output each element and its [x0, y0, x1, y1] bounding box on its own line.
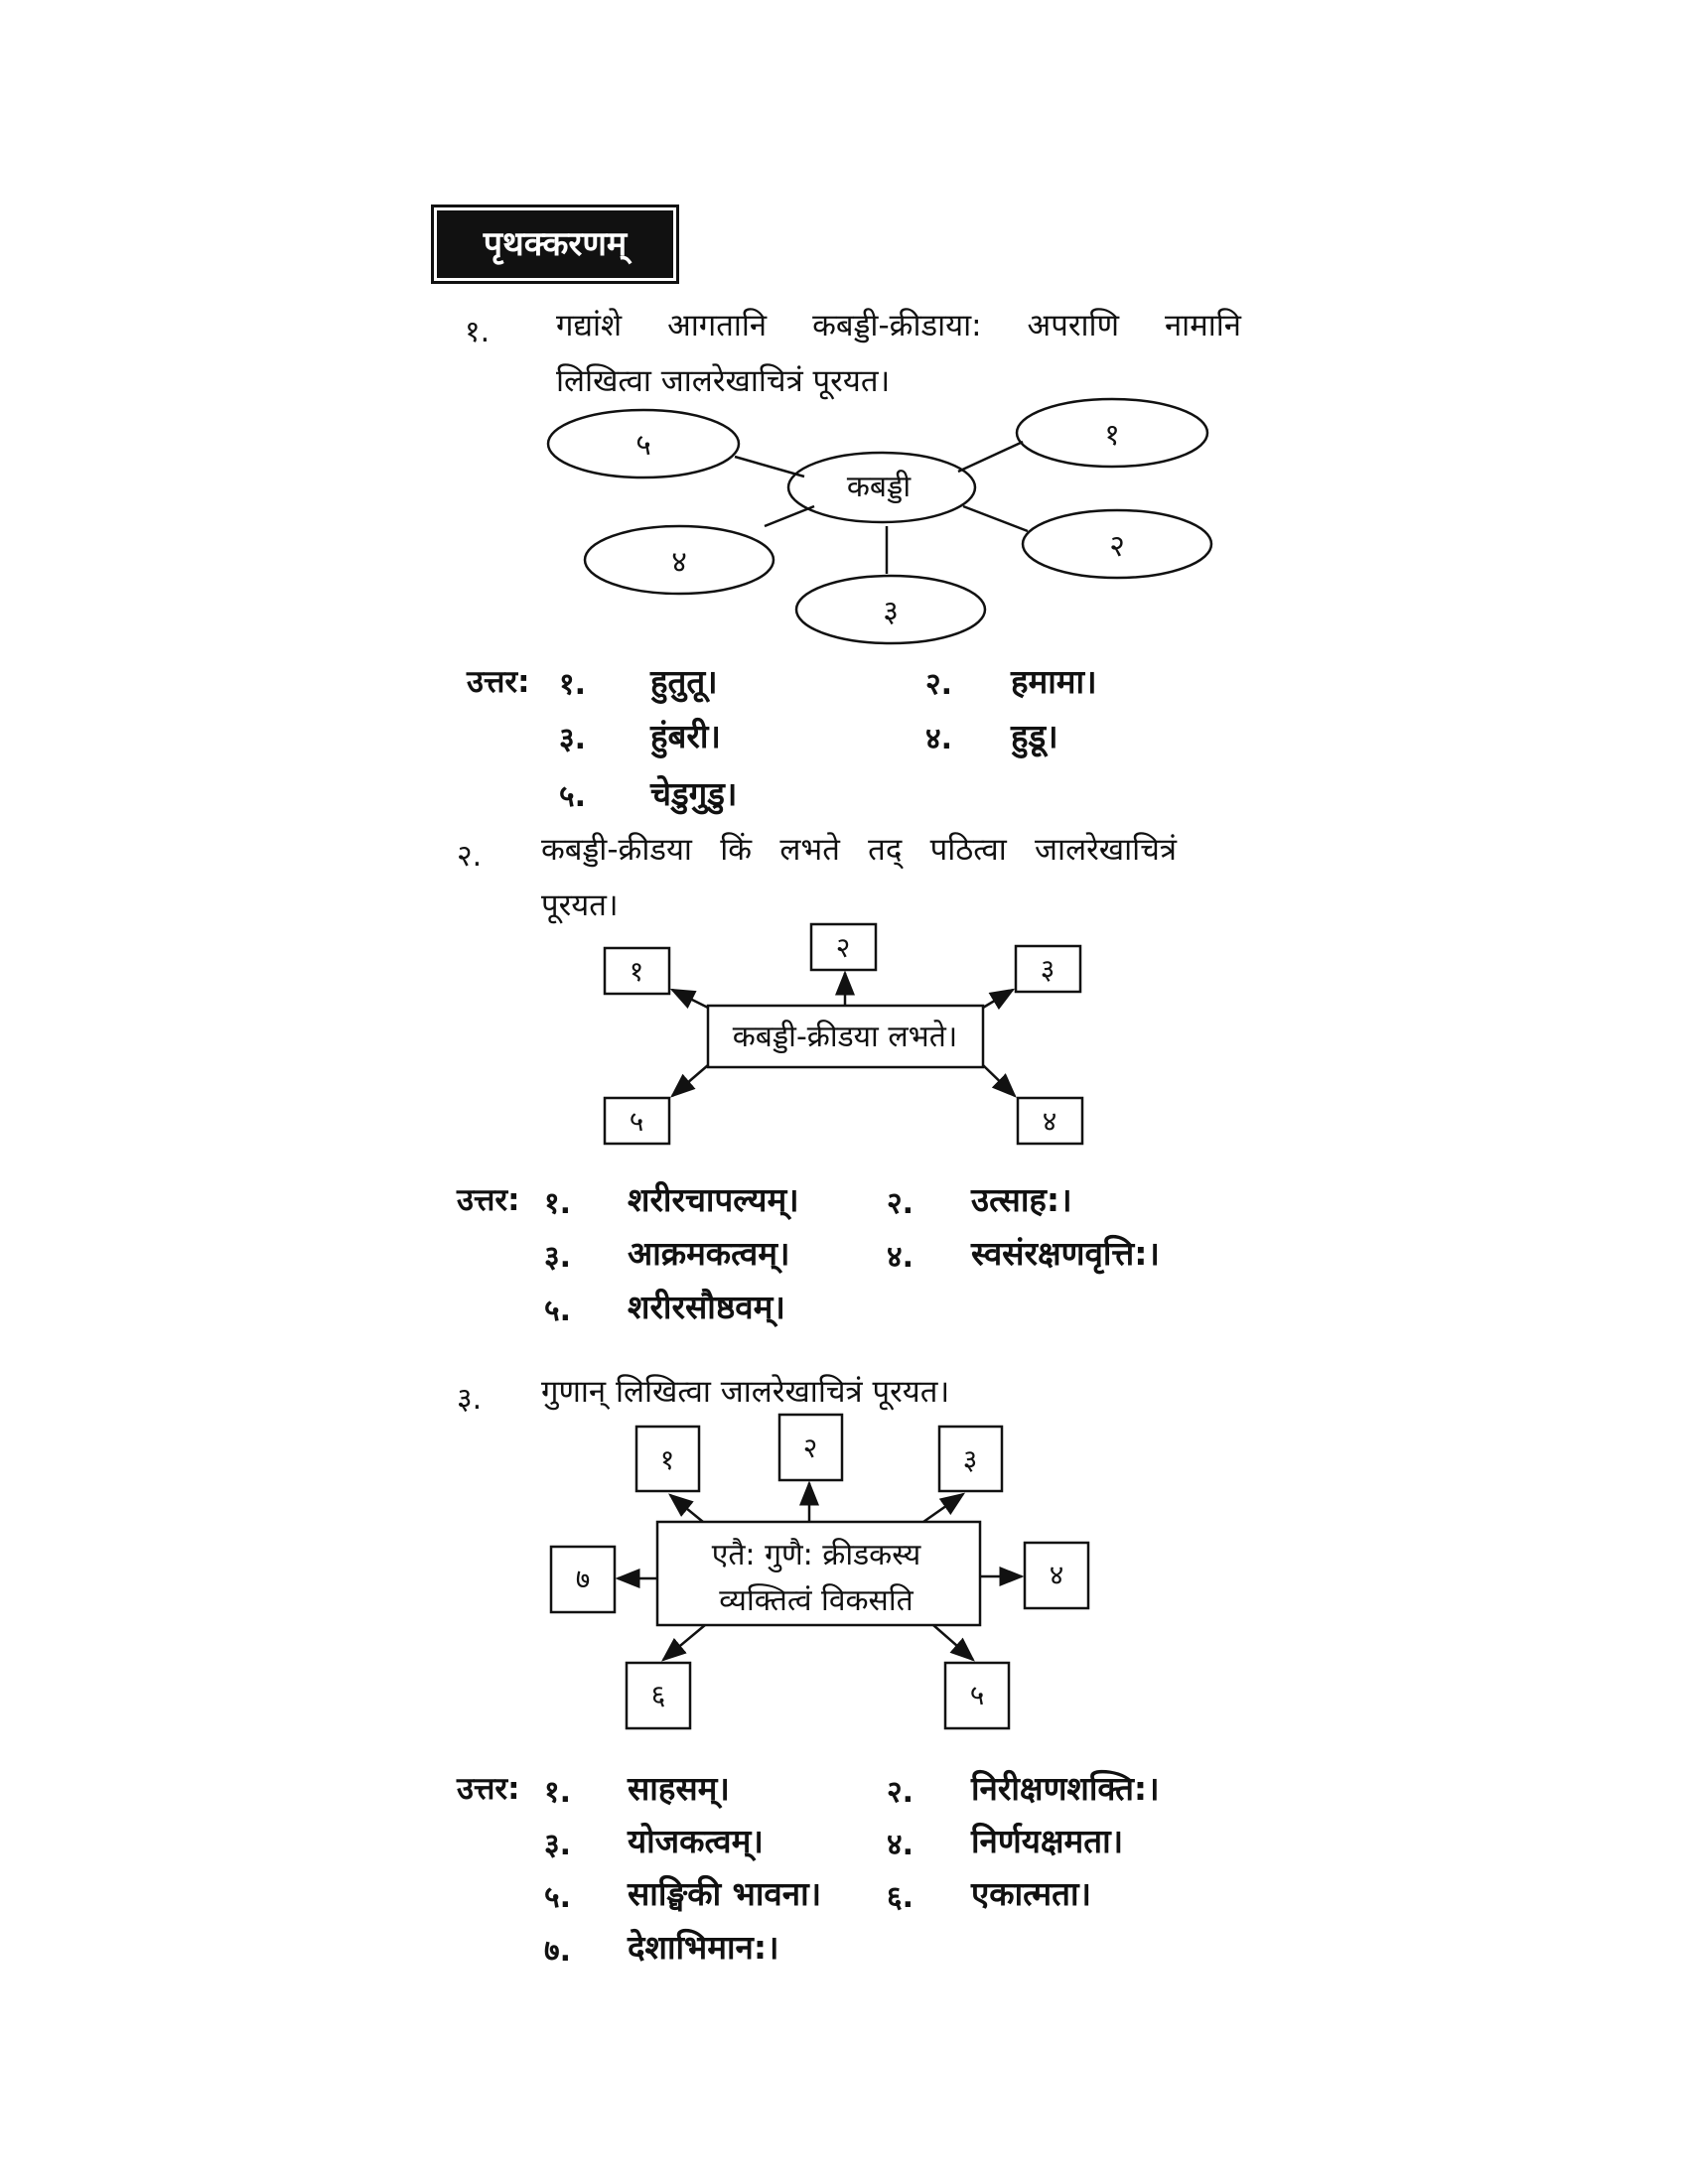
q3-answer-text: योजकत्वम्।: [628, 1822, 764, 1860]
q2-answer-num: २.: [887, 1186, 914, 1221]
q3-answer-num: ७.: [544, 1934, 571, 1969]
q2-node-5: ५: [629, 1105, 644, 1138]
q2-node-3: ३: [1040, 953, 1055, 986]
section-title: पृथक्करणम्: [437, 210, 673, 278]
q3-arrow: [933, 1625, 973, 1660]
q1-text-line1: गद्यांशे आगतानि कबड्डी-क्रीडाया: अपराणि नामानि: [556, 308, 1241, 343]
q3-center-line1: एतै: गुणै: क्रीडकस्य: [711, 1538, 921, 1572]
q2-answer-num: ४.: [887, 1240, 914, 1275]
q3-node-1: १: [659, 1443, 675, 1476]
q3-node-7: ७: [575, 1563, 591, 1595]
q3-answer-num: ३.: [544, 1828, 571, 1862]
q3-node-6: ६: [650, 1679, 666, 1711]
q2-answer-text: स्वसंरक्षणवृत्ति:।: [971, 1234, 1160, 1273]
q2-answer-text: शरीरचापल्यम्।: [628, 1180, 799, 1219]
q1-answer-text: हुतुतू।: [650, 662, 718, 701]
q3-answer-label: उत्तर:: [457, 1771, 520, 1807]
q2-answer-num: ३.: [544, 1240, 571, 1275]
q3-number: ३.: [457, 1382, 483, 1417]
q1-answer-text: चेडुगुडु।: [650, 774, 738, 813]
q2-answer-num: १.: [544, 1186, 571, 1221]
q2-answer-text: उत्साह:।: [971, 1180, 1072, 1219]
q3-answer-num: ४.: [887, 1828, 914, 1862]
q2-node-4: ४: [1042, 1105, 1057, 1138]
q1-answer-num: १.: [559, 667, 586, 702]
q3-answer-text: साङ्घिकी भावना।: [628, 1874, 822, 1913]
q1-answer-num: ४.: [925, 722, 952, 756]
q2-answer-label: उत्तर:: [457, 1182, 520, 1218]
q3-answer-text: निरीक्षणशक्ति:।: [971, 1769, 1160, 1808]
q2-answer-text: शरीरसौष्ठवम्।: [628, 1288, 785, 1326]
q3-node-4: ४: [1049, 1559, 1064, 1591]
q2-node-1: १: [629, 955, 644, 988]
q2-answer-num: ५.: [544, 1294, 571, 1328]
q3-center-line2: व्यक्तित्वं विकसति: [719, 1583, 914, 1618]
q3-arrow: [923, 1494, 963, 1522]
q3-answer-text: देशाभिमान:।: [628, 1928, 779, 1967]
q3-text-line1: गुणान् लिखित्वा जालरेखाचित्रं पूरयत।: [541, 1374, 950, 1410]
q1-center-label: कबड्डी: [846, 470, 912, 504]
q3-node-5: ५: [969, 1679, 985, 1711]
q3-node-2: २: [802, 1432, 818, 1464]
q2-text-line1: कबड्डी-क्रीडया किं लभते तद् पठित्वा जालरेखाचित्रं: [541, 832, 1177, 868]
q1-node-1: १: [1104, 418, 1120, 453]
q1-answer-text: हुडू।: [1011, 717, 1058, 755]
q1-answer-num: ५.: [559, 779, 586, 814]
q1-answer-text: हमामा।: [1011, 662, 1097, 701]
q1-answer-num: २.: [925, 667, 952, 702]
q3-answer-num: २.: [887, 1775, 914, 1810]
q1-answer-text: हुंबरी।: [650, 717, 721, 755]
q1-node-5: ५: [635, 428, 651, 463]
q2-text-line2: पूरयत।: [541, 887, 619, 923]
q1-node-4: ४: [671, 545, 687, 580]
q1-number: १.: [465, 315, 491, 349]
q3-answer-text: साहसम्।: [628, 1769, 730, 1808]
q3-arrow: [663, 1625, 705, 1660]
q3-answer-num: ५.: [544, 1880, 571, 1915]
q3-answer-text: एकात्मता।: [971, 1874, 1092, 1913]
q3-answer-num: १.: [544, 1775, 571, 1810]
q3-arrow: [670, 1495, 703, 1522]
q1-answer-num: ३.: [559, 722, 586, 756]
q2-number: २.: [457, 839, 483, 874]
q2-center-label: कबड्डी-क्रीडया लभते।: [732, 1020, 958, 1054]
q3-answer-text: निर्णयक्षमता।: [971, 1822, 1124, 1860]
q3-answer-num: ६.: [887, 1880, 914, 1915]
q2-answer-text: आक्रमकत्वम्।: [628, 1234, 790, 1273]
q2-node-2: २: [835, 931, 851, 964]
q1-answer-label: उत्तर:: [467, 664, 530, 700]
q1-node-3: ३: [883, 595, 899, 629]
q3-node-3: ३: [962, 1443, 978, 1476]
q1-text-line2: लिखित्वा जालरेखाचित्रं पूरयत।: [556, 363, 891, 399]
q1-node-2: २: [1109, 529, 1125, 564]
